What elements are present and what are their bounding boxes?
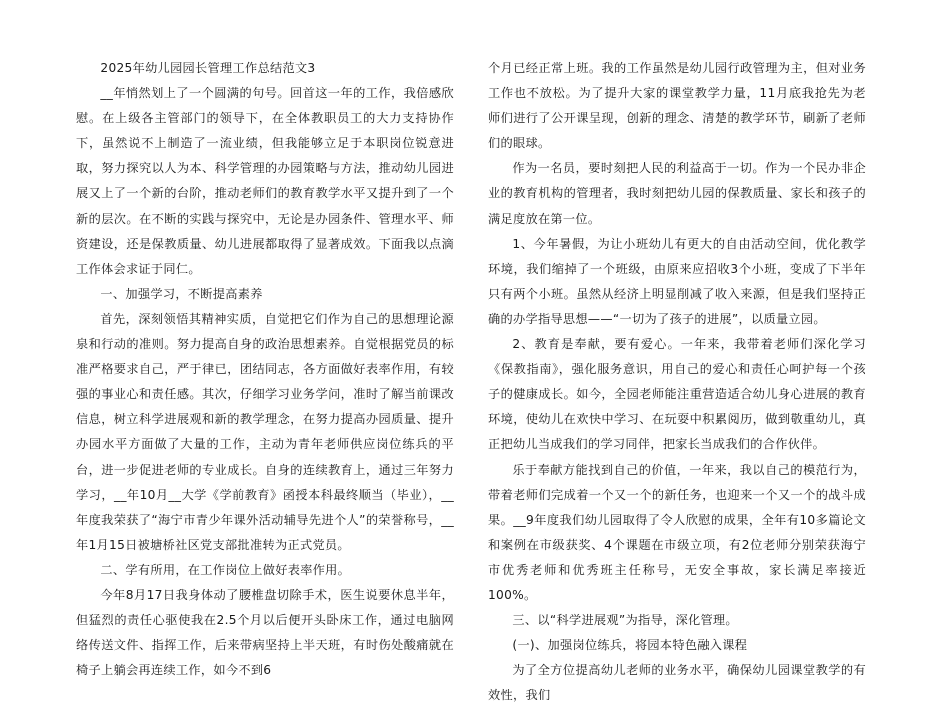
paragraph: 2、教育是奉献，要有爱心。一年来，我带着老师们深化学习《保教指南》，强化服务意识，用自己的爱心和责任心呵护每一个孩子的健康成长。如今，全园老师能注重营造适合幼儿身心进展的教育环境，使幼儿在欢快中学习、在玩耍中积累阅历，做到敬重幼儿，真正把幼儿当成我们的学习同伴，把家长当成我们的合作伙伴。 — [488, 337, 866, 452]
paragraph: 1、今年暑假，为让小班幼儿有更大的自由活动空间，优化教学环境，我们缩掉了一个班级，由原来应招收3个小班，变成了下半年只有两个小班。虽然从经济上明显削减了收入来源，但是我们坚持正确的办学指导思想——“一切为了孩子的进展”，以质量立园。 — [488, 236, 866, 326]
paragraph: 首先，深刻领悟其精神实质，自觉把它们作为自己的思想理论源泉和行动的准则。努力提高自身的政治思想素养。自觉根据党员的标准严格要求自己，严于律已，团结同志，各方面做好表率作用，有较强的事业心和责任感。其次，仔细学习业务学问，准时了解当前课改信息，树立科学进展观和新的教学理念，在努力提高办园质量、提升办园水平方面做了大量的工作，主动为青年老师供应岗位练兵的平台，进一步促进老师的专业成长。自身的连续教育上，通过三年努力学习，__年10月__大学《学前教育》函授本科最终顺当（毕业），__年度我荣获了“海宁市青少年课外活动辅导先进个人”的荣誉称号，__年1月15日被塘桥社区党支部批准转为正式党员。 — [76, 311, 454, 552]
paragraph: 为了全方位提高幼儿老师的业务水平，确保幼儿园课堂教学的有效性，我们 — [488, 663, 866, 703]
section-heading-3: 三、以“科学进展观”为指导，深化管理。 — [512, 613, 738, 628]
document-title: 2025年幼儿园园长管理工作总结范文3 — [100, 61, 316, 75]
paragraph: 今年8月17日我身体动了腰椎盘切除手术，医生说要休息半年，但猛烈的责任心驱使我在2.5个月以后便开头卧床工作，通过电脑网络传送文件、指挥工作，后来带病坚持上半天班，有时伤处酸痛就在椅子上躺会再连续工作，如今不到6 — [76, 587, 454, 678]
section-heading-1: 一、加强学习，不断提高素养 — [100, 286, 263, 301]
paragraph: __年悄然划上了一个圆满的句号。回首这一年的工作，我倍感欣慰。在上级各主管部门的领导下，在全体教职员工的大力支持协作下，虽然说不上制造了一流业绩，但我能够立足于本职岗位锐意进取，努力探究以人为本、科学管理的办园策略与方法，推动幼儿园进展又上了一个新的台阶，推动老师们的教育教学水平又提升到了一个新的层次。在不断的实践与探究中，无论是办园条件、管理水平、师资建设，还是保教质量、幼儿进展都取得了显著成效。下面我以点滴工作体会求证于同仁。 — [76, 86, 454, 276]
right-column — [488, 56, 866, 708]
paragraph: 作为一名员，要时刻把人民的利益高于一切。作为一个民办非企业的教育机构的管理者，我时刻把幼儿园的保教质量、家长和孩子的满足度放在第一位。 — [488, 161, 866, 226]
subsection-heading: (一)、加强岗位练兵，将园本特色融入课程 — [512, 638, 748, 653]
left-column — [76, 56, 454, 683]
section-heading-2: 二、学有所用，在工作岗位上做好表率作用。 — [100, 562, 351, 577]
paragraph-continued: 个月已经正常上班。我的工作虽然是幼儿园行政管理为主，但对业务工作也不放松。为了提升大家的课堂教学力量，11月底我抢先为老师们进行了公开课呈现，创新的理念、清楚的教学环节，刷新了老师们的眼球。 — [488, 61, 866, 151]
paragraph: 乐于奉献方能找到自己的价值，一年来，我以自己的模范行为，带着老师们完成着一个又一个的新任务，也迎来一个又一个的战斗成果。__9年度我们幼儿园取得了令人欣慰的成果，全年有10多篇论文和案例在市级获奖、4个课题在市级立项，有2位老师分别荣获海宁市优秀老师和优秀班主任称号，无安全事故，家长满足率接近100%。 — [488, 462, 866, 602]
